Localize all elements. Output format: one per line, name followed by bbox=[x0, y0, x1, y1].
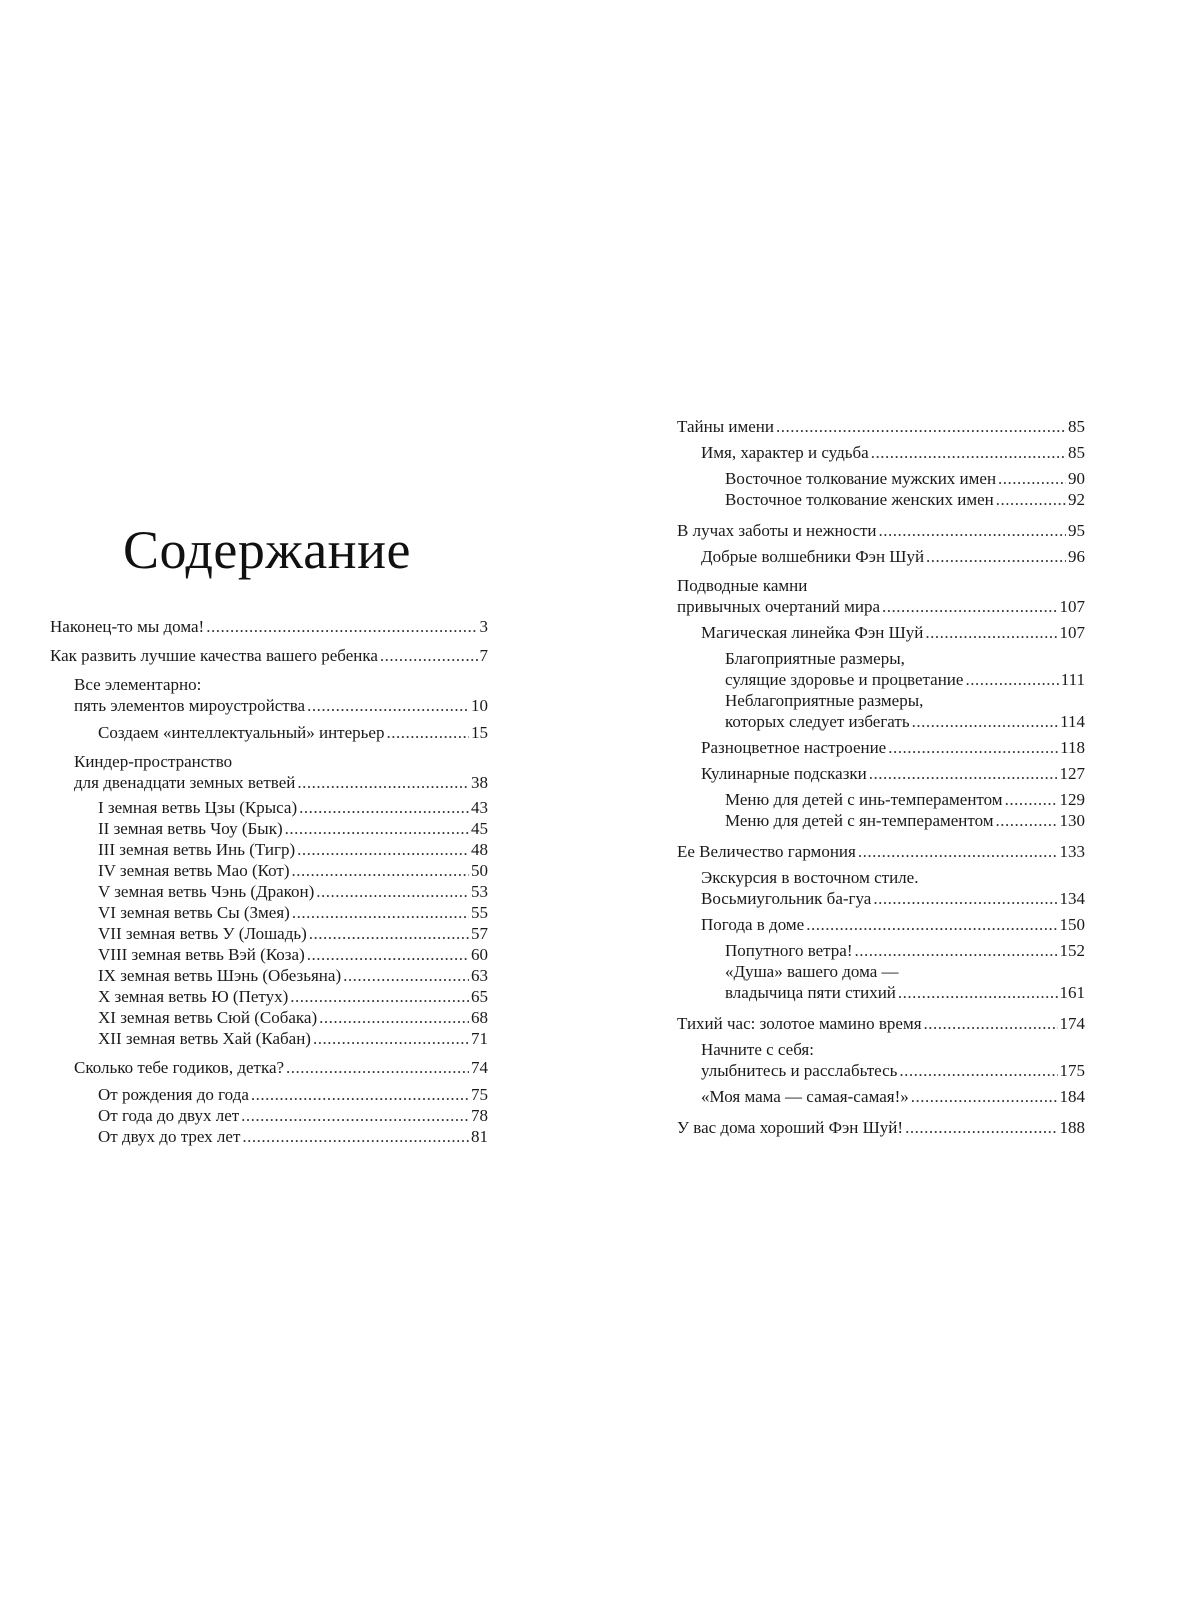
dot-leader bbox=[912, 711, 1059, 732]
dot-leader bbox=[888, 737, 1058, 758]
toc-entry-title: Сколько тебе годиков, детка? bbox=[74, 1058, 285, 1077]
dot-leader bbox=[899, 1060, 1057, 1081]
toc-entry bbox=[677, 1086, 1085, 1107]
toc-entry-title: Восточное толкование мужских имен bbox=[725, 469, 997, 488]
toc-entry bbox=[50, 797, 488, 818]
dot-leader bbox=[309, 923, 469, 944]
toc-page-number: 50 bbox=[471, 861, 488, 880]
toc-page-number: 129 bbox=[1059, 790, 1085, 809]
toc-entry bbox=[677, 468, 1085, 489]
toc-entry bbox=[50, 902, 488, 923]
toc-entry bbox=[50, 965, 488, 986]
dot-leader bbox=[241, 1105, 469, 1126]
toc-page-number: 75 bbox=[471, 1085, 488, 1104]
toc-entry-title: IX земная ветвь Шэнь (Обезьяна) bbox=[98, 966, 342, 985]
dot-leader bbox=[871, 442, 1066, 463]
toc-entry bbox=[677, 1013, 1085, 1034]
toc-page-number: 71 bbox=[471, 1029, 488, 1048]
toc-page-number: 134 bbox=[1059, 889, 1085, 908]
toc-entry bbox=[677, 810, 1085, 831]
toc-entry bbox=[677, 1039, 1085, 1081]
toc-entry-title: III земная ветвь Инь (Тигр) bbox=[98, 840, 296, 859]
toc-page-number: 55 bbox=[471, 903, 488, 922]
toc-entry-title: II земная ветвь Чоу (Бык) bbox=[98, 819, 283, 838]
dot-leader bbox=[869, 763, 1058, 784]
toc-entry bbox=[50, 645, 488, 666]
toc-entry-title: Как развить лучшие качества вашего ребенка bbox=[50, 646, 378, 665]
dot-leader bbox=[286, 1057, 469, 1078]
dot-leader bbox=[291, 860, 469, 881]
toc-page-number: 152 bbox=[1059, 941, 1085, 960]
toc-entry bbox=[50, 751, 488, 793]
dot-leader bbox=[776, 416, 1066, 437]
toc-entry-title: Магическая линейка Фэн Шуй bbox=[701, 623, 924, 642]
dot-leader bbox=[879, 520, 1066, 541]
dot-leader bbox=[882, 596, 1057, 617]
dot-leader bbox=[285, 818, 469, 839]
toc-entry-title: Меню для детей с инь-темпераментом bbox=[725, 790, 1003, 809]
toc-page-number: 127 bbox=[1059, 764, 1085, 783]
toc-entry-title: VII земная ветвь У (Лошадь) bbox=[98, 924, 307, 943]
dot-leader bbox=[925, 622, 1057, 643]
dot-leader bbox=[206, 616, 477, 637]
toc-page-number: 78 bbox=[471, 1106, 488, 1125]
dot-leader bbox=[858, 841, 1058, 862]
toc-page-number: 43 bbox=[471, 798, 488, 817]
toc-entry bbox=[677, 575, 1085, 617]
toc-entry bbox=[50, 674, 488, 716]
toc-entry bbox=[677, 867, 1085, 909]
toc-entry-title: Наконец-то мы дома! bbox=[50, 617, 205, 636]
toc-page-number: 60 bbox=[471, 945, 488, 964]
toc-entry bbox=[677, 789, 1085, 810]
toc-entry-title: Ее Величество гармония bbox=[677, 842, 856, 861]
dot-leader bbox=[297, 772, 469, 793]
toc-entry-title-line: «Душа» вашего дома — bbox=[725, 962, 899, 981]
toc-entry-title: Меню для детей с ян-темпераментом bbox=[725, 811, 994, 830]
toc-entry-title: Погода в доме bbox=[701, 915, 805, 934]
toc-entry bbox=[677, 520, 1085, 541]
toc-page-number: 85 bbox=[1068, 443, 1085, 462]
toc-entry-title: IV земная ветвь Мао (Кот) bbox=[98, 861, 290, 880]
toc-entry-title: Добрые волшебники Фэн Шуй bbox=[701, 547, 925, 566]
toc-entry bbox=[50, 1105, 488, 1126]
toc-entry-title: Разноцветное настроение bbox=[701, 738, 887, 757]
dot-leader bbox=[307, 695, 469, 716]
toc-page-number: 48 bbox=[471, 840, 488, 859]
toc-entry bbox=[50, 944, 488, 965]
toc-entry-title: В лучах заботы и нежности bbox=[677, 521, 877, 540]
toc-entry bbox=[677, 737, 1085, 758]
toc-page-number: 38 bbox=[471, 773, 488, 792]
toc-page-number: 114 bbox=[1060, 712, 1085, 731]
toc-page-number: 96 bbox=[1068, 547, 1085, 566]
toc-entry bbox=[50, 986, 488, 1007]
toc-right-column bbox=[677, 416, 1085, 1138]
dot-leader bbox=[855, 940, 1058, 961]
toc-entry-title-line: Подводные камни bbox=[677, 576, 808, 595]
toc-page-number: 53 bbox=[471, 882, 488, 901]
toc-entry bbox=[50, 881, 488, 902]
dot-leader bbox=[343, 965, 469, 986]
toc-entry-title: «Моя мама — самая-самая!» bbox=[701, 1087, 909, 1106]
toc-entry-title-line: Киндер-пространство bbox=[74, 752, 233, 771]
toc-entry-title: Восточное толкование женских имен bbox=[725, 490, 994, 509]
toc-entry bbox=[677, 940, 1085, 961]
toc-entry-title: которых следует избегать bbox=[725, 712, 910, 731]
dot-leader bbox=[1005, 789, 1058, 810]
toc-entry bbox=[50, 722, 488, 743]
toc-page-number: 74 bbox=[471, 1058, 488, 1077]
dot-leader bbox=[380, 645, 478, 666]
dot-leader bbox=[251, 1084, 469, 1105]
toc-entry-title: VI земная ветвь Сы (Змея) bbox=[98, 903, 290, 922]
toc-page-number: 150 bbox=[1059, 915, 1085, 934]
toc-entry bbox=[677, 690, 1085, 732]
toc-page-number: 118 bbox=[1060, 738, 1085, 757]
toc-entry bbox=[50, 1028, 488, 1049]
toc-entry-title: для двенадцати земных ветвей bbox=[74, 773, 296, 792]
toc-entry-title: У вас дома хороший Фэн Шуй! bbox=[677, 1118, 904, 1137]
toc-entry bbox=[677, 841, 1085, 862]
toc-page-number: 133 bbox=[1059, 842, 1085, 861]
toc-entry-title: пять элементов мироустройства bbox=[74, 696, 306, 715]
toc-entry-title: Создаем «интеллектуальный» интерьер bbox=[98, 723, 385, 742]
toc-page-number: 15 bbox=[471, 723, 488, 742]
toc-page-number: 92 bbox=[1068, 490, 1085, 509]
toc-left-column bbox=[50, 616, 488, 1147]
toc-entry-title: Имя, характер и судьба bbox=[701, 443, 869, 462]
dot-leader bbox=[998, 468, 1066, 489]
toc-entry-title: Кулинарные подсказки bbox=[701, 764, 867, 783]
toc-entry-title: Восьмиугольник ба-гуа bbox=[701, 889, 872, 908]
dot-leader bbox=[898, 982, 1058, 1003]
dot-leader bbox=[297, 839, 469, 860]
toc-page-number: 57 bbox=[471, 924, 488, 943]
toc-entry-title: улыбнитесь и расслабьтесь bbox=[701, 1061, 898, 1080]
toc-entry bbox=[50, 1126, 488, 1147]
toc-page-number: 90 bbox=[1068, 469, 1085, 488]
dot-leader bbox=[926, 546, 1066, 567]
dot-leader bbox=[806, 914, 1057, 935]
dot-leader bbox=[292, 902, 469, 923]
toc-entry bbox=[677, 1117, 1085, 1138]
toc-entry bbox=[50, 818, 488, 839]
toc-page-number: 130 bbox=[1059, 811, 1085, 830]
toc-entry-title-line: Благоприятные размеры, bbox=[725, 649, 905, 668]
dot-leader bbox=[307, 944, 469, 965]
toc-page-number: 10 bbox=[471, 696, 488, 715]
toc-entry bbox=[677, 914, 1085, 935]
toc-page-number: 107 bbox=[1059, 597, 1085, 616]
toc-entry-title: I земная ветвь Цзы (Крыса) bbox=[98, 798, 298, 817]
toc-page-number: 161 bbox=[1059, 983, 1085, 1002]
dot-leader bbox=[319, 1007, 469, 1028]
dot-leader bbox=[299, 797, 469, 818]
toc-page-number: 95 bbox=[1068, 521, 1085, 540]
toc-entry bbox=[677, 763, 1085, 784]
toc-entry bbox=[677, 961, 1085, 1003]
toc-page-number: 85 bbox=[1068, 417, 1085, 436]
toc-entry-title-line: Начните с себя: bbox=[701, 1040, 814, 1059]
toc-entry bbox=[677, 489, 1085, 510]
dot-leader bbox=[873, 888, 1057, 909]
toc-entry bbox=[50, 839, 488, 860]
toc-entry-title: Тайны имени bbox=[677, 417, 774, 436]
toc-entry bbox=[677, 416, 1085, 437]
toc-page-number: 45 bbox=[471, 819, 488, 838]
toc-entry-title: владычица пяти стихий bbox=[725, 983, 896, 1002]
dot-leader bbox=[290, 986, 469, 1007]
toc-entry-title: XI земная ветвь Сюй (Собака) bbox=[98, 1008, 318, 1027]
dot-leader bbox=[924, 1013, 1058, 1034]
toc-entry-title-line: Неблагоприятные размеры, bbox=[725, 691, 924, 710]
toc-page-number: 3 bbox=[479, 617, 488, 636]
dot-leader bbox=[996, 810, 1058, 831]
toc-entry-title: Тихий час: золотое мамино время bbox=[677, 1014, 922, 1033]
toc-page-number: 63 bbox=[471, 966, 488, 985]
toc-entry-title: От двух до трех лет bbox=[98, 1127, 241, 1146]
toc-entry-title: X земная ветвь Ю (Петух) bbox=[98, 987, 289, 1006]
dot-leader bbox=[242, 1126, 469, 1147]
toc-entry-title: VIII земная ветвь Вэй (Коза) bbox=[98, 945, 305, 964]
toc-page-number: 68 bbox=[471, 1008, 488, 1027]
toc-entry bbox=[677, 648, 1085, 690]
toc-page-number: 111 bbox=[1060, 670, 1085, 689]
toc-entry-title: V земная ветвь Чэнь (Дракон) bbox=[98, 882, 315, 901]
toc-entry-title: От рождения до года bbox=[98, 1085, 249, 1104]
toc-page-number: 7 bbox=[479, 646, 488, 665]
toc-entry bbox=[50, 860, 488, 881]
toc-entry-title: XII земная ветвь Хай (Кабан) bbox=[98, 1029, 311, 1048]
dot-leader bbox=[905, 1117, 1057, 1138]
toc-page-number: 184 bbox=[1059, 1087, 1085, 1106]
toc-entry bbox=[677, 442, 1085, 463]
toc-entry bbox=[50, 1007, 488, 1028]
toc-page-number: 81 bbox=[471, 1127, 488, 1146]
dot-leader bbox=[316, 881, 469, 902]
dot-leader bbox=[911, 1086, 1058, 1107]
dot-leader bbox=[386, 722, 469, 743]
toc-entry bbox=[677, 622, 1085, 643]
toc-entry-title: привычных очертаний мира bbox=[677, 597, 881, 616]
dot-leader bbox=[996, 489, 1066, 510]
toc-entry bbox=[50, 923, 488, 944]
dot-leader bbox=[313, 1028, 469, 1049]
toc-entry bbox=[677, 546, 1085, 567]
toc-page-number: 107 bbox=[1059, 623, 1085, 642]
toc-entry-title: сулящие здоровье и процветание bbox=[725, 670, 964, 689]
toc-entry-title: Попутного ветра! bbox=[725, 941, 853, 960]
toc-page-number: 65 bbox=[471, 987, 488, 1006]
toc-page-number: 188 bbox=[1059, 1118, 1085, 1137]
toc-entry bbox=[50, 616, 488, 637]
toc-page-number: 175 bbox=[1059, 1061, 1085, 1080]
contents-title: Содержание bbox=[123, 520, 411, 580]
toc-entry bbox=[50, 1084, 488, 1105]
toc-entry bbox=[50, 1057, 488, 1078]
toc-page-number: 174 bbox=[1059, 1014, 1085, 1033]
toc-entry-title: От года до двух лет bbox=[98, 1106, 240, 1125]
toc-entry-title-line: Экскурсия в восточном стиле. bbox=[701, 868, 919, 887]
toc-entry-title-line: Все элементарно: bbox=[74, 675, 202, 694]
dot-leader bbox=[965, 669, 1058, 690]
